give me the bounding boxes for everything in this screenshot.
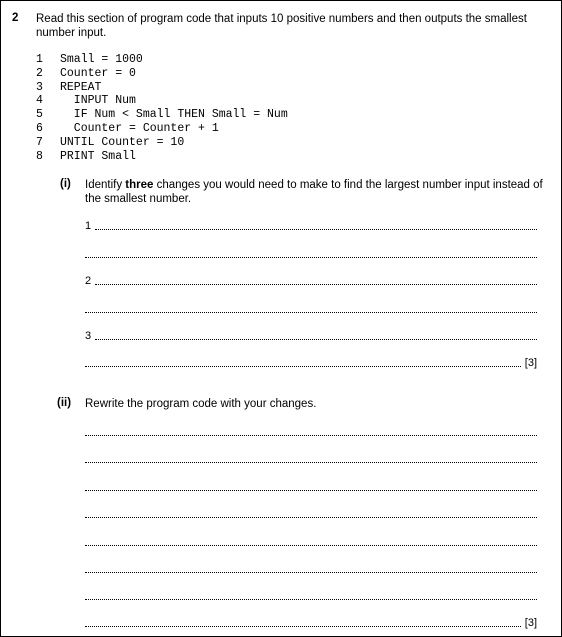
dotted-line (85, 312, 537, 313)
dotted-line (85, 572, 537, 573)
question-text: Read this section of program code that inputs 10 positive numbers and then outputs the smallest number input. (36, 13, 527, 39)
code-line (36, 136, 288, 150)
line-number: 5 (36, 108, 43, 122)
rewrite-line[interactable] (85, 451, 537, 465)
code-text: UNTIL Counter = 10 (60, 135, 185, 149)
dotted-line (85, 435, 537, 436)
answer-number: 2 (85, 275, 92, 287)
marks-label: [3] (524, 357, 537, 369)
rewrite-line[interactable] (85, 506, 537, 520)
part-i-label: (i) (60, 178, 71, 190)
dotted-line (85, 366, 521, 367)
dotted-line (95, 229, 537, 230)
dotted-line (85, 517, 537, 518)
answer-line-2[interactable] (85, 273, 537, 287)
part-ii-text: Rewrite the program code with your changes. (85, 398, 317, 410)
line-number: 3 (36, 80, 43, 94)
code-line (36, 150, 288, 164)
part-ii-label: (ii) (57, 397, 72, 409)
answer-line-2-cont[interactable] (85, 301, 537, 315)
rewrite-line[interactable] (85, 534, 537, 548)
code-line (36, 122, 288, 136)
dotted-line (85, 462, 537, 463)
marks-label: [3] (524, 617, 537, 629)
rewrite-line[interactable] (85, 588, 537, 602)
dotted-line (95, 339, 537, 340)
part-i-text-end: changes you would need to make to find the largest number input instead of the smallest number. (85, 179, 543, 205)
question-number: 2 (12, 12, 19, 24)
code-text: PRINT Small (60, 149, 136, 163)
dotted-line (85, 490, 537, 491)
line-number: 2 (36, 66, 43, 80)
code-line (36, 94, 288, 108)
line-number: 4 (36, 94, 43, 108)
code-text: IF Num < Small THEN Small = Num (60, 108, 288, 122)
answer-line-3-cont[interactable] (85, 355, 537, 369)
dotted-line (85, 626, 521, 627)
answer-number: 3 (85, 330, 92, 342)
rewrite-line-last[interactable] (85, 615, 537, 629)
dotted-line (85, 257, 537, 258)
code-text: Counter = 0 (60, 66, 136, 80)
code-line (36, 53, 288, 67)
dotted-line (85, 545, 537, 546)
rewrite-line[interactable] (85, 561, 537, 575)
rewrite-line[interactable] (85, 479, 537, 493)
answer-line-1[interactable] (85, 218, 537, 232)
line-number: 8 (36, 149, 43, 163)
dotted-line (95, 284, 537, 285)
line-number: 7 (36, 135, 43, 149)
answer-line-3[interactable] (85, 328, 537, 342)
code-text: Counter = Counter + 1 (60, 121, 219, 135)
code-text: INPUT Num (60, 94, 136, 108)
code-line (36, 108, 288, 122)
part-i-text-start: Identify (85, 179, 126, 191)
answer-line-1-cont[interactable] (85, 246, 537, 260)
part-i-text-emphasis: three (125, 179, 154, 191)
code-text: Small = 1000 (60, 53, 143, 66)
code-line (36, 67, 288, 81)
answer-number: 1 (85, 220, 92, 232)
dotted-line (85, 599, 537, 600)
code-text: REPEAT (60, 80, 102, 94)
program-code (36, 53, 288, 163)
part-i-text (85, 178, 545, 206)
line-number: 1 (36, 53, 43, 66)
line-number: 6 (36, 121, 43, 135)
code-line (36, 81, 288, 95)
rewrite-line[interactable] (85, 424, 537, 438)
